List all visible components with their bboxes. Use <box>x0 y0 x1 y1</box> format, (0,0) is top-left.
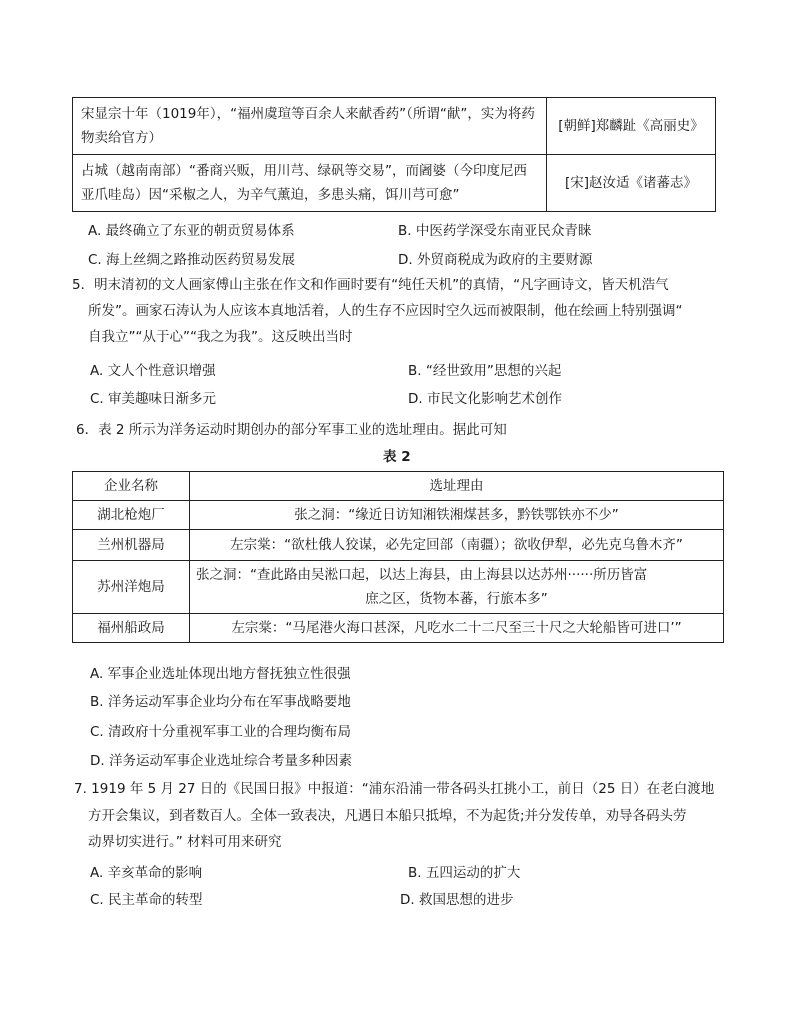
q5-option-a: A. 文人个性意识增强 <box>90 363 216 379</box>
q7-option-b: B. 五四运动的扩大 <box>408 865 521 881</box>
table-row <box>73 530 724 561</box>
table-row <box>73 561 724 614</box>
q7-option-d: D. 救国思想的进步 <box>400 892 514 908</box>
enterprise-name: 苏州洋炮局 <box>73 561 190 614</box>
enterprise-name: 福州船政局 <box>73 614 190 643</box>
table-cell-text: 占城（越南南部）“番商兴贩，用川芎、绿矾等交易”，而阇婆（今印度尼西亚爪哇岛）因“采椒之人，为辛气薰迫，多患头痛，饵川芎可愈” <box>73 155 547 212</box>
column-header-name: 企业名称 <box>73 472 190 501</box>
enterprise-reason <box>190 561 724 614</box>
q4-option-d: D. 外贸商税成为政府的主要财源 <box>398 252 593 268</box>
enterprise-reason: 张之洞：“缘近日访知湘铁湘煤甚多，黔铁鄂铁亦不少” <box>190 501 724 530</box>
q6-option-a: A. 军事企业选址体现出地方督抚独立性很强 <box>90 666 351 682</box>
enterprise-name: 湖北枪炮厂 <box>73 501 190 530</box>
enterprise-reason: 左宗棠：“马尾港火海口甚深，凡吃水二十二尺至三十尺之大轮船皆可进口’” <box>190 614 724 643</box>
enterprise-reason-line1: 张之洞：“查此路由吴淞口起，以达上海县，由上海县以达苏州······所历皆富 <box>196 567 648 583</box>
q7-stem-line1: 7. 1919 年 5 月 27 日的《民国日报》中报道：“浦东沿浦一带各码头扛挑小工，前日（25 日）在老白渡地 <box>74 781 715 797</box>
table-cell-source: [宋]赵汝适《诸蕃志》 <box>547 155 716 212</box>
table-row <box>73 98 716 155</box>
q5-option-b: B. “经世致用”思想的兴起 <box>408 363 562 379</box>
table-title: 表 2 <box>383 449 411 465</box>
q6-option-c: C. 清政府十分重视军事工业的合理均衡布局 <box>90 724 352 740</box>
location-table <box>72 471 724 643</box>
q6-option-b: B. 洋务运动军事企业均分布在军事战略要地 <box>90 694 351 710</box>
table-cell-source: [朝鲜]郑麟趾《高丽史》 <box>547 98 716 155</box>
q5-stem-line2: 所发”。画家石涛认为人应该本真地活着，人的生存不应因时空久远而被限制，他在绘画上特别强调“ <box>88 303 683 319</box>
source-table <box>72 97 716 212</box>
q4-option-a: A. 最终确立了东亚的朝贡贸易体系 <box>88 223 295 239</box>
q5-option-c: C. 审美趣味日渐多元 <box>90 391 217 407</box>
q7-stem-line3: 动界切实进行。” 材料可用来研究 <box>88 834 282 850</box>
q6-stem: 6．表 2 所示为洋务运动时期创办的部分军事工业的选址理由。据此可知 <box>76 422 507 438</box>
table-row <box>73 614 724 643</box>
enterprise-name: 兰州机器局 <box>73 530 190 561</box>
table-header-row <box>73 472 724 501</box>
table-row <box>73 155 716 212</box>
q7-option-a: A. 辛亥革命的影响 <box>90 865 203 881</box>
q6-option-d: D. 洋务运动军事企业选址综合考量多种因素 <box>90 753 352 769</box>
column-header-reason: 选址理由 <box>190 472 724 501</box>
q5-stem-line3: 自我立”“从于心”“我之为我”。这反映出当时 <box>88 329 353 345</box>
q7-stem-line2: 方开会集议，到者数百人。全体一致表决，凡遇日本船只抵埠，不为起货;并分发传单，劝导各码头劳 <box>88 808 687 824</box>
table-cell-text: 宋显宗十年（1019年），“福州虞瑄等百余人来献香药”（所谓“献”，实为将药物卖给官方） <box>73 98 547 155</box>
q5-stem-line1: 5．明末清初的文人画家傅山主张在作文和作画时要有“纯任天机”的真情，“凡字画诗文，皆天机浩气 <box>72 277 669 293</box>
table-row <box>73 501 724 530</box>
enterprise-reason-line2: 庶之区，货物本蕃，行旅本多” <box>365 591 548 607</box>
q5-option-d: D. 市民文化影响艺术创作 <box>408 391 562 407</box>
q4-option-c: C. 海上丝绸之路推动医药贸易发展 <box>88 252 296 268</box>
q7-option-c: C. 民主革命的转型 <box>90 892 203 908</box>
enterprise-reason: 左宗棠：“欲杜俄人狡谋，必先定回部（南疆）；欲收伊犁，必先克乌鲁木齐” <box>190 530 724 561</box>
q4-option-b: B. 中医药学深受东南亚民众青睐 <box>398 223 592 239</box>
